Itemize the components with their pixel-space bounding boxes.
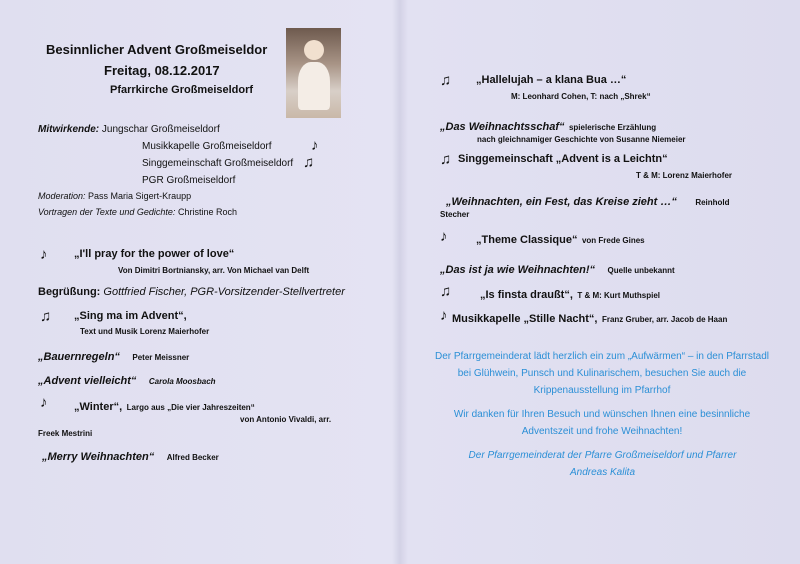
vortragen-label: Vortragen der Texte und Gedichte: <box>38 207 176 217</box>
mitwirkende-4: PGR Großmeiseldorf <box>142 175 236 186</box>
event-title: Besinnlicher Advent Großmeiseldor <box>46 42 268 57</box>
r4-line <box>446 192 730 210</box>
r6-line <box>440 260 675 278</box>
single-note-icon: ♪ <box>40 394 48 411</box>
double-note-icon: ♫ <box>40 308 52 325</box>
mitwirkende-label: Mitwirkende: <box>38 124 100 135</box>
r8-line <box>452 309 727 327</box>
invitation-text: Der Pfarrgemeinderat lädt herzlich ein zum „Aufwärmen“ – in den Pfarrstadl bei Glühwein, Punsch und Kulinarischem, besuchen Sie auch die Krippenausstellung im Pfarrhof <box>434 351 770 396</box>
mitwirkende-line <box>38 124 220 135</box>
signature-text: Der Pfarrgemeinderat der Pfarre Großmeiseldorf und Pfarrer Andreas Kalita <box>468 450 737 478</box>
moderation-name: Pass Maria Sigert-Kraupp <box>88 191 192 201</box>
r6-credit: Quelle unbekannt <box>607 266 675 275</box>
item6-title: „Merry Weihnachten“ <box>42 451 155 463</box>
item4-author: Carola Moosbach <box>148 377 216 386</box>
mitwirkende-1: Jungschar Großmeiseldorf <box>101 124 220 135</box>
r7-credit: T & M: Kurt Muthspiel <box>577 291 661 300</box>
item3-author: Peter Meissner <box>132 353 190 362</box>
r1-credit: M: Leonhard Cohen, T: nach „Shrek“ <box>511 92 651 101</box>
r2-title: „Das Weihnachtsschaf“ <box>440 121 565 133</box>
item5-line <box>74 397 255 415</box>
single-note-icon: ♪ <box>311 137 319 154</box>
thanks-text: Wir danken für Ihren Besuch und wünschen Ihnen eine besinnliche Adventszeit und frohe Weihnachten! <box>453 409 751 437</box>
double-note-icon: ♫ <box>440 283 452 300</box>
item4-line <box>38 371 216 389</box>
event-location: Pfarrkirche Großmeiseldorf <box>110 84 254 96</box>
begruessung-label: Begrüßung: <box>38 286 101 298</box>
r5-line <box>476 230 645 248</box>
r2-credit: nach gleichnamiger Geschichte von Susanne Niemeier <box>477 135 686 144</box>
mitwirkende-2: Musikkapelle Großmeiseldorf <box>142 141 272 152</box>
item5-credit-cont: Freek Mestrini <box>38 429 93 438</box>
r7-line <box>480 285 660 303</box>
begruessung-line <box>38 286 345 298</box>
r5-credit: von Frede Gines <box>581 236 645 245</box>
double-note-icon: ♫ <box>440 151 452 168</box>
r4-title: „Weihnachten, ein Fest, das Kreise zieht …“ <box>446 196 677 208</box>
double-note-icon: ♫ <box>303 154 315 171</box>
double-note-icon: ♫ <box>440 72 452 89</box>
r6-title: „Das ist ja wie Weihnachten!“ <box>440 264 596 276</box>
item3-title: „Bauernregeln“ <box>38 351 120 363</box>
item3-line <box>38 347 189 365</box>
item2-credit: Text und Musik Lorenz Maierhofer <box>80 327 210 336</box>
vortragen-line <box>38 207 237 217</box>
r8-credit: Franz Gruber, arr. Jacob de Haan <box>601 315 728 324</box>
r2-sub: spielerische Erzählung <box>568 123 657 132</box>
item5-sub: Largo aus „Die vier Jahreszeiten“ <box>126 403 255 412</box>
r1-title: „Hallelujah – a klana Bua …“ <box>476 74 627 86</box>
begruessung-text: Gottfried Fischer, PGR-Vorsitzender-Stellvertreter <box>103 286 345 298</box>
r4-author-cont: Stecher <box>440 210 470 219</box>
vortragen-name: Christine Roch <box>177 207 237 217</box>
item5-credit: von Antonio Vivaldi, arr. <box>240 415 332 424</box>
r7-title: „Is finsta draußt“, <box>480 289 573 301</box>
item6-author: Alfred Becker <box>166 453 219 462</box>
item2-title: „Sing ma im Advent“, <box>74 310 187 322</box>
item4-title: „Advent vielleicht“ <box>38 375 137 387</box>
moderation-label: Moderation: <box>38 191 86 201</box>
angel-photo <box>286 28 341 118</box>
r3-credit: T & M: Lorenz Maierhofer <box>636 171 733 180</box>
event-date: Freitag, 08.12.2017 <box>104 63 220 78</box>
mitwirkende-3: Singgemeinschaft Großmeiseldorf <box>142 158 294 169</box>
single-note-icon: ♪ <box>440 307 448 324</box>
single-note-icon: ♪ <box>40 246 48 263</box>
item6-line <box>42 447 219 465</box>
moderation-line <box>38 191 191 201</box>
r3-title: Singgemeinschaft „Advent is a Leichtn“ <box>458 153 668 165</box>
r5-title: „Theme Classique“ <box>476 234 578 246</box>
r8-title: Musikkapelle „Stille Nacht“, <box>452 313 598 325</box>
item1-title: „I'll pray for the power of love“ <box>74 248 235 260</box>
r4-author: Reinhold <box>695 198 730 207</box>
item1-credit: Von Dimitri Bortniansky, arr. Von Michael van Delft <box>118 266 310 275</box>
item5-title: „Winter“, <box>74 401 123 413</box>
single-note-icon: ♪ <box>440 228 448 245</box>
r2-line <box>440 117 656 135</box>
